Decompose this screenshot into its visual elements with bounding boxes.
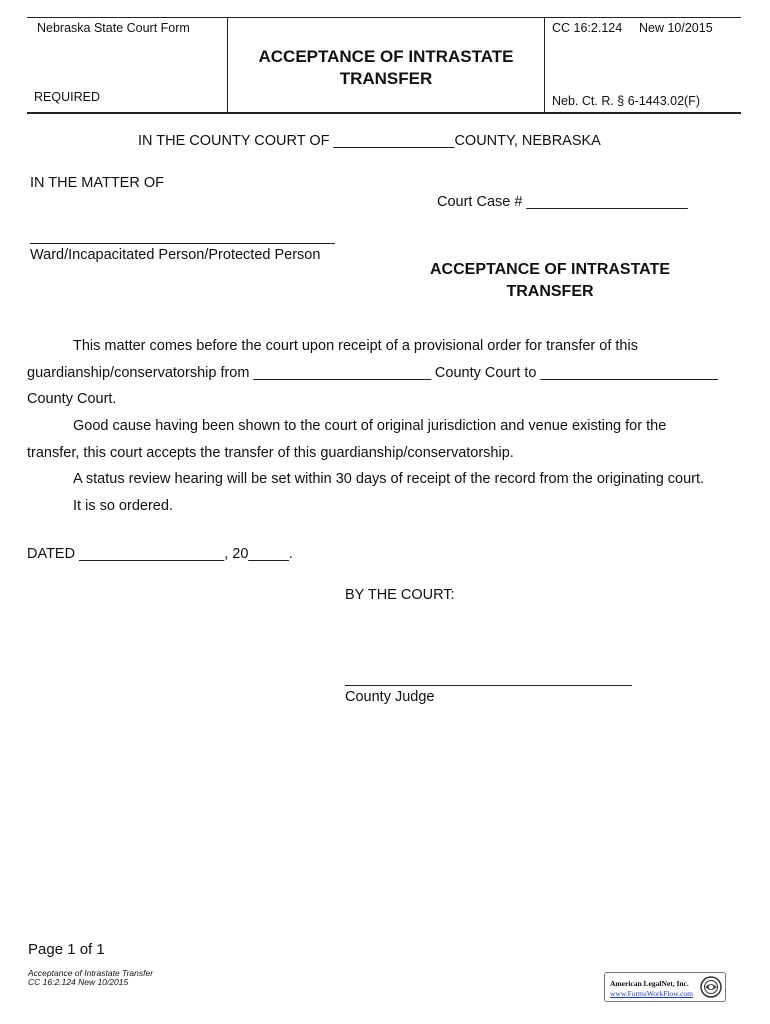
body-p1-line3: County Court. xyxy=(27,391,117,407)
body-p4: It is so ordered. xyxy=(73,498,173,514)
header-divider-right xyxy=(544,17,545,113)
matter-of-label: IN THE MATTER OF xyxy=(30,175,164,191)
header-title-line1: ACCEPTANCE OF INTRASTATE xyxy=(258,47,514,66)
globe-seal-icon xyxy=(700,976,722,998)
party-label: Ward/Incapacitated Person/Protected Person xyxy=(30,247,321,263)
body-p2-line1: Good cause having been shown to the court of original jurisdiction and venue existing for the xyxy=(73,418,667,434)
body-p1-line1: This matter comes before the court upon receipt of a provisional order for transfer of this xyxy=(73,338,638,354)
footer-form-id: CC 16:2.124 New 10/2015 xyxy=(28,977,129,987)
state-form-label: Nebraska State Court Form xyxy=(37,21,190,35)
required-label: REQUIRED xyxy=(34,90,100,104)
judge-label: County Judge xyxy=(345,689,435,705)
header-bottom-rule xyxy=(27,112,741,114)
judge-signature-line xyxy=(345,685,632,686)
footer-form-title: Acceptance of Intrastate Transfer xyxy=(28,968,154,978)
caption-title-line2: TRANSFER xyxy=(506,283,594,300)
header-title-line2: TRANSFER xyxy=(339,69,433,88)
body-p3: A status review hearing will be set within 30 days of receipt of the record from the originating court. xyxy=(73,471,705,487)
court-case-field: Court Case # ____________________ xyxy=(437,194,688,210)
court-line: IN THE COUNTY COURT OF _______________COUNTY, NEBRASKA xyxy=(138,133,601,149)
form-number: CC 16:2.124 xyxy=(552,21,623,35)
dated-line: DATED __________________, 20_____. xyxy=(27,546,293,562)
logo-company-name: American LegalNet, Inc. xyxy=(610,979,689,988)
header-top-rule xyxy=(27,17,741,18)
rule-reference: Neb. Ct. R. § 6-1443.02(F) xyxy=(552,94,700,108)
body-p1-line2: guardianship/conservatorship from ______________________ County Court to ______________________ xyxy=(27,365,718,381)
by-the-court-label: BY THE COURT: xyxy=(345,587,455,603)
body-p2-line2: transfer, this court accepts the transfer of this guardianship/conservatorship. xyxy=(27,445,514,461)
caption-title-line1: ACCEPTANCE OF INTRASTATE xyxy=(430,261,670,278)
logo-website-link[interactable]: www.FormsWorkFlow.com xyxy=(610,989,694,998)
american-legalnet-logo xyxy=(604,972,726,1002)
party-name-line xyxy=(30,243,335,244)
form-date: New 10/2015 xyxy=(639,21,713,35)
page-number: Page 1 of 1 xyxy=(28,941,105,958)
